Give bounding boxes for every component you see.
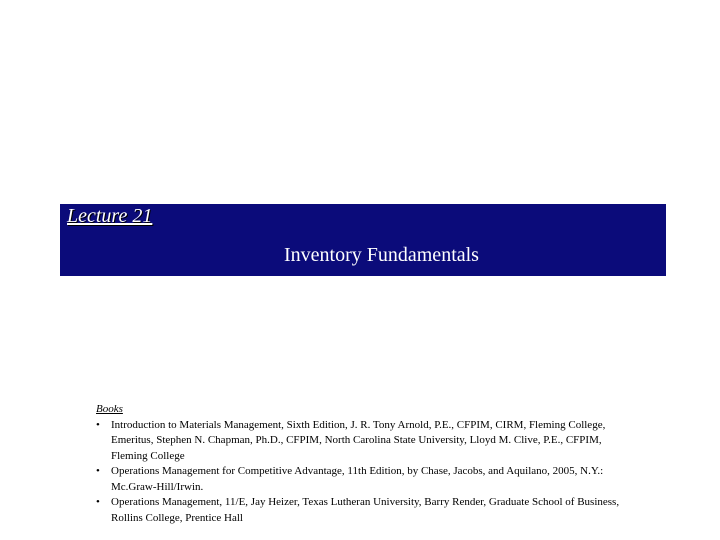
book-text: Operations Management for Competitive Advantage, 11th Edition, by Chase, Jacobs, and Aquilano, 2005, N.Y.: Mc.Graw-Hill/Irwin.: [111, 465, 604, 493]
book-item: [96, 495, 636, 526]
slide-title: Inventory Fundamentals: [284, 244, 479, 266]
books-heading: Books: [96, 403, 123, 415]
book-list: [96, 418, 636, 527]
bullet-icon: •: [96, 496, 100, 508]
lecture-label: Lecture 21: [67, 205, 153, 227]
book-item: [96, 464, 636, 495]
bullet-icon: •: [96, 418, 100, 431]
book-item: [96, 418, 636, 465]
book-text: Operations Management, 11/E, Jay Heizer, Texas Lutheran University, Barry Render, Graduate School of Business, Rollins College, Prentice Hall: [111, 496, 620, 524]
title-band: [60, 204, 666, 276]
books-section: [96, 402, 636, 526]
bullet-icon: •: [96, 465, 100, 477]
book-text: Introduction to Materials Management, Sixth Edition, J. R. Tony Arnold, P.E., CFPIM, CIRM, Fleming College, Emeritus, Stephen N. Chapman, Ph.D., CFPIM, North Carolina State University, Lloyd M. Clive, P.E., CFPIM, Fleming College: [111, 418, 606, 462]
